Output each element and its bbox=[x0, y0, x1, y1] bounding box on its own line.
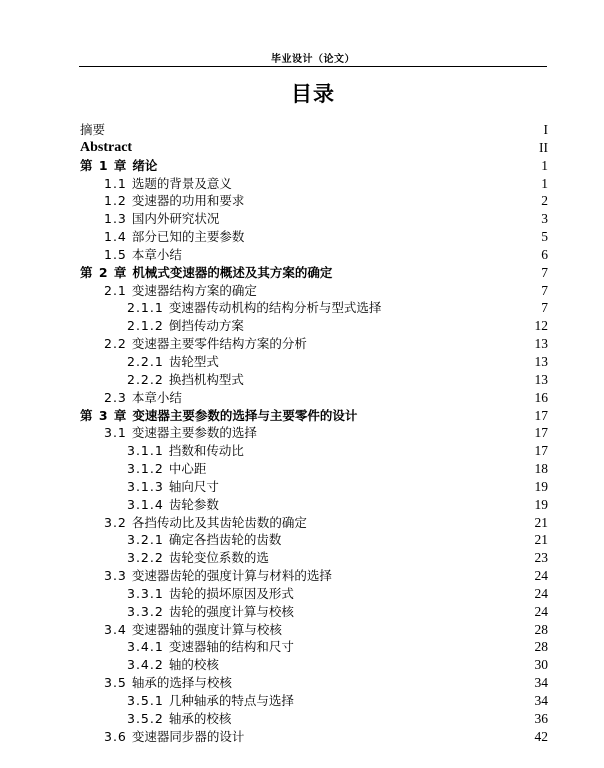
toc-entry-page: 28 bbox=[534, 621, 548, 637]
toc-entry-title: 本章小结 bbox=[131, 246, 182, 262]
toc-entry-title: 机械式变速器的概述及其方案的确定 bbox=[132, 264, 333, 280]
toc-entry-label bbox=[104, 514, 307, 532]
toc-entry-number: 3.1.2 bbox=[127, 461, 164, 477]
toc-entry[interactable] bbox=[80, 478, 548, 496]
toc-entry-page: 7 bbox=[541, 300, 548, 316]
toc-entry-label bbox=[80, 121, 105, 139]
toc-entry-number: 3.5.1 bbox=[127, 693, 164, 708]
toc-entry[interactable] bbox=[80, 282, 548, 300]
toc-entry-title: 中心距 bbox=[168, 461, 207, 477]
toc-entry-page: 24 bbox=[534, 568, 548, 584]
toc-entry-title: 换挡机构型式 bbox=[168, 371, 244, 387]
toc-entry-title: 绪论 bbox=[132, 157, 158, 173]
toc-entry-number: 2.1 bbox=[104, 282, 127, 298]
toc-entry-number: 第 1 章 bbox=[80, 157, 128, 173]
toc-entry-label bbox=[104, 424, 257, 442]
toc-entry-page: II bbox=[539, 139, 548, 155]
toc-entry-page: 6 bbox=[541, 246, 548, 262]
toc-entry-title: 变速器传动机构的结构分析与型式选择 bbox=[168, 300, 382, 316]
toc-entry-title: 变速器主要零件结构方案的分析 bbox=[131, 336, 307, 352]
toc-entry-number: 2.2 bbox=[104, 336, 127, 352]
toc-entry-title: 变速器轴的结构和尺寸 bbox=[168, 639, 294, 655]
page-title: 目录 bbox=[291, 82, 335, 106]
toc-entry[interactable] bbox=[80, 264, 548, 282]
toc-entry-title: 齿轮变位系数的选 bbox=[168, 550, 269, 566]
toc-entry[interactable] bbox=[80, 638, 548, 656]
toc-entry-number: 3.4.2 bbox=[127, 657, 164, 673]
toc-entry-label bbox=[104, 282, 257, 300]
toc-entry-label bbox=[127, 442, 244, 460]
toc-entry-number: 3.1.3 bbox=[127, 478, 164, 494]
toc-entry-page: 7 bbox=[541, 264, 548, 280]
toc-entry[interactable] bbox=[80, 728, 548, 746]
toc-entry-number: 3.1 bbox=[104, 425, 127, 441]
toc-entry-number: 3.4 bbox=[104, 621, 127, 637]
toc-entry-number: 第 3 章 bbox=[80, 407, 128, 423]
toc-entry-number: 3.5.2 bbox=[127, 710, 164, 726]
toc-entry[interactable] bbox=[80, 121, 548, 139]
toc-entry-title: 摘要 bbox=[80, 122, 106, 137]
toc-entry-title: 选题的背景及意义 bbox=[131, 175, 232, 191]
toc-entry-title: 变速器主要参数的选择 bbox=[131, 425, 257, 441]
toc-entry-page: 23 bbox=[534, 550, 548, 566]
toc-entry-page: 24 bbox=[534, 603, 548, 619]
page-header: 毕业设计（论文） bbox=[271, 54, 355, 65]
toc-entry[interactable] bbox=[80, 549, 548, 567]
toc-entry[interactable] bbox=[80, 192, 548, 210]
toc-entry[interactable] bbox=[80, 299, 548, 317]
toc-entry[interactable] bbox=[80, 353, 548, 371]
toc-entry-label bbox=[127, 460, 206, 478]
toc-entry-page: 36 bbox=[534, 710, 548, 726]
toc-entry-page: 13 bbox=[534, 353, 548, 369]
toc-entry-number: 3.5 bbox=[104, 675, 127, 691]
toc-entry-page: 24 bbox=[534, 585, 548, 601]
toc-entry-page: 34 bbox=[534, 693, 548, 708]
toc-entry-page: 13 bbox=[534, 371, 548, 387]
toc-entry-label bbox=[127, 317, 244, 335]
toc-entry[interactable] bbox=[80, 585, 548, 603]
toc-entry-number: 1.2 bbox=[104, 193, 127, 209]
toc-entry[interactable] bbox=[80, 621, 548, 639]
toc-entry-number: 第 2 章 bbox=[80, 264, 128, 280]
toc-entry-title: 变速器主要参数的选择与主要零件的设计 bbox=[132, 407, 358, 423]
toc-entry-page: 17 bbox=[534, 407, 548, 423]
toc-entry-title: 变速器轴的强度计算与校核 bbox=[131, 621, 282, 637]
toc-entry-label bbox=[127, 638, 294, 656]
toc-entry-number: 3.6 bbox=[104, 728, 127, 744]
toc-entry-label bbox=[104, 246, 182, 264]
toc-entry-label bbox=[127, 299, 381, 317]
toc-entry-label bbox=[104, 567, 332, 585]
toc-entry-page: 13 bbox=[534, 336, 548, 352]
toc-entry-title: 几种轴承的特点与选择 bbox=[168, 693, 294, 708]
toc-entry[interactable] bbox=[80, 389, 548, 407]
toc-entry-title: 轴向尺寸 bbox=[168, 478, 219, 494]
toc-entry-page: 1 bbox=[541, 157, 548, 173]
toc-entry-label bbox=[104, 210, 219, 228]
toc-entry[interactable] bbox=[80, 710, 548, 728]
toc-entry-page: 34 bbox=[534, 675, 548, 691]
toc-entry-title: 齿轮的强度计算与校核 bbox=[168, 603, 294, 619]
toc-entry-page: 17 bbox=[534, 443, 548, 459]
toc-entry-label bbox=[127, 353, 219, 371]
toc-entry-title: 部分已知的主要参数 bbox=[131, 229, 245, 245]
toc-entry-title: 轴承的选择与校核 bbox=[131, 675, 232, 691]
toc-entry-page: 21 bbox=[534, 532, 548, 548]
toc-entry-title: 齿轮型式 bbox=[168, 353, 219, 369]
toc-entry-label bbox=[80, 264, 332, 282]
toc-entry[interactable] bbox=[80, 460, 548, 478]
toc-entry[interactable] bbox=[80, 407, 548, 425]
toc-entry-label bbox=[104, 389, 182, 407]
toc-entry-title: 挡数和传动比 bbox=[168, 443, 244, 459]
toc-entry-title: 变速器齿轮的强度计算与材料的选择 bbox=[131, 568, 332, 584]
toc-entry-title: 轴承的校核 bbox=[168, 710, 232, 726]
toc-entry-page: 3 bbox=[541, 211, 548, 227]
toc-entry-label bbox=[80, 139, 132, 157]
table-of-contents bbox=[80, 121, 548, 746]
toc-entry[interactable] bbox=[80, 603, 548, 621]
toc-entry[interactable] bbox=[80, 157, 548, 175]
toc-entry-label bbox=[127, 549, 269, 567]
toc-entry-number: 3.1.1 bbox=[127, 443, 164, 459]
toc-entry[interactable] bbox=[80, 656, 548, 674]
toc-entry-label bbox=[127, 692, 294, 710]
toc-entry[interactable] bbox=[80, 210, 548, 228]
toc-entry-title: 国内外研究状况 bbox=[131, 211, 220, 227]
toc-entry-number: 2.1.1 bbox=[127, 300, 164, 316]
toc-entry-label bbox=[127, 371, 244, 389]
toc-entry-page: 28 bbox=[534, 639, 548, 655]
toc-entry[interactable] bbox=[80, 674, 548, 692]
toc-entry-label bbox=[104, 728, 244, 746]
toc-entry[interactable] bbox=[80, 246, 548, 264]
toc-entry-number: 1.5 bbox=[104, 246, 127, 262]
toc-entry-page: 12 bbox=[534, 318, 548, 334]
toc-entry-page: 21 bbox=[534, 514, 548, 530]
toc-entry-label bbox=[127, 603, 294, 621]
toc-entry-label bbox=[127, 496, 219, 514]
toc-entry-label bbox=[104, 228, 244, 246]
toc-entry[interactable] bbox=[80, 371, 548, 389]
toc-entry[interactable] bbox=[80, 692, 548, 710]
toc-entry-page: 5 bbox=[541, 229, 548, 245]
toc-entry-page: 17 bbox=[534, 425, 548, 441]
toc-entry-page: 18 bbox=[534, 461, 548, 477]
toc-entry-number: 3.2.1 bbox=[127, 532, 164, 548]
toc-entry-number: 3.4.1 bbox=[127, 639, 164, 655]
toc-entry[interactable] bbox=[80, 228, 548, 246]
toc-entry-number: 1.1 bbox=[104, 175, 127, 191]
toc-entry-number: 2.2.1 bbox=[127, 353, 164, 369]
toc-entry-title: 变速器的功用和要求 bbox=[131, 193, 245, 209]
toc-entry-label bbox=[127, 710, 231, 728]
toc-entry-page: 19 bbox=[534, 496, 548, 512]
toc-entry-page: 7 bbox=[541, 282, 548, 298]
toc-entry-page: 19 bbox=[534, 478, 548, 494]
header-rule bbox=[79, 66, 547, 67]
toc-entry[interactable] bbox=[80, 531, 548, 549]
toc-entry-title: 齿轮参数 bbox=[168, 496, 219, 512]
toc-entry-number: 1.3 bbox=[104, 211, 127, 227]
toc-entry-title: 本章小结 bbox=[131, 389, 182, 405]
toc-entry[interactable] bbox=[80, 317, 548, 335]
toc-entry-title: 轴的校核 bbox=[168, 657, 219, 673]
toc-entry[interactable] bbox=[80, 139, 548, 157]
toc-entry-title: 齿轮的损坏原因及形式 bbox=[168, 585, 294, 601]
toc-entry-title: Abstract bbox=[80, 139, 133, 155]
toc-entry-number: 3.3.2 bbox=[127, 603, 164, 619]
toc-entry-number: 3.2.2 bbox=[127, 550, 164, 566]
toc-entry-number: 2.3 bbox=[104, 389, 127, 405]
toc-entry-title: 变速器结构方案的确定 bbox=[131, 282, 257, 298]
toc-entry[interactable] bbox=[80, 335, 548, 353]
toc-entry[interactable] bbox=[80, 514, 548, 532]
toc-entry[interactable] bbox=[80, 567, 548, 585]
toc-entry-title: 确定各挡齿轮的齿数 bbox=[168, 532, 282, 548]
toc-entry-label bbox=[104, 335, 307, 353]
toc-entry-page: 1 bbox=[541, 175, 548, 191]
toc-entry-label bbox=[80, 157, 157, 175]
toc-entry-label bbox=[104, 621, 282, 639]
toc-entry-page: 30 bbox=[534, 657, 548, 673]
toc-entry[interactable] bbox=[80, 175, 548, 193]
toc-entry-label bbox=[127, 656, 219, 674]
toc-entry-label bbox=[104, 674, 232, 692]
toc-entry-number: 3.3.1 bbox=[127, 585, 164, 601]
toc-entry-label bbox=[104, 192, 244, 210]
toc-entry[interactable] bbox=[80, 424, 548, 442]
toc-entry-page: 2 bbox=[541, 193, 548, 209]
toc-entry-title: 变速器同步器的设计 bbox=[131, 728, 245, 744]
toc-entry-page: 42 bbox=[534, 728, 548, 744]
toc-entry-label bbox=[80, 407, 357, 425]
toc-entry[interactable] bbox=[80, 496, 548, 514]
toc-entry-number: 3.1.4 bbox=[127, 496, 164, 512]
toc-entry-label bbox=[127, 478, 219, 496]
toc-entry[interactable] bbox=[80, 442, 548, 460]
toc-entry-page: 16 bbox=[534, 389, 548, 405]
toc-entry-page: I bbox=[543, 122, 548, 137]
toc-entry-number: 1.4 bbox=[104, 229, 127, 245]
toc-entry-label bbox=[104, 175, 232, 193]
toc-entry-title: 倒挡传动方案 bbox=[168, 318, 244, 334]
toc-entry-title: 各挡传动比及其齿轮齿数的确定 bbox=[131, 514, 307, 530]
toc-entry-number: 3.2 bbox=[104, 514, 127, 530]
toc-entry-number: 3.3 bbox=[104, 568, 127, 584]
toc-entry-number: 2.1.2 bbox=[127, 318, 164, 334]
toc-entry-label bbox=[127, 531, 281, 549]
toc-entry-number: 2.2.2 bbox=[127, 371, 164, 387]
toc-entry-label bbox=[127, 585, 294, 603]
